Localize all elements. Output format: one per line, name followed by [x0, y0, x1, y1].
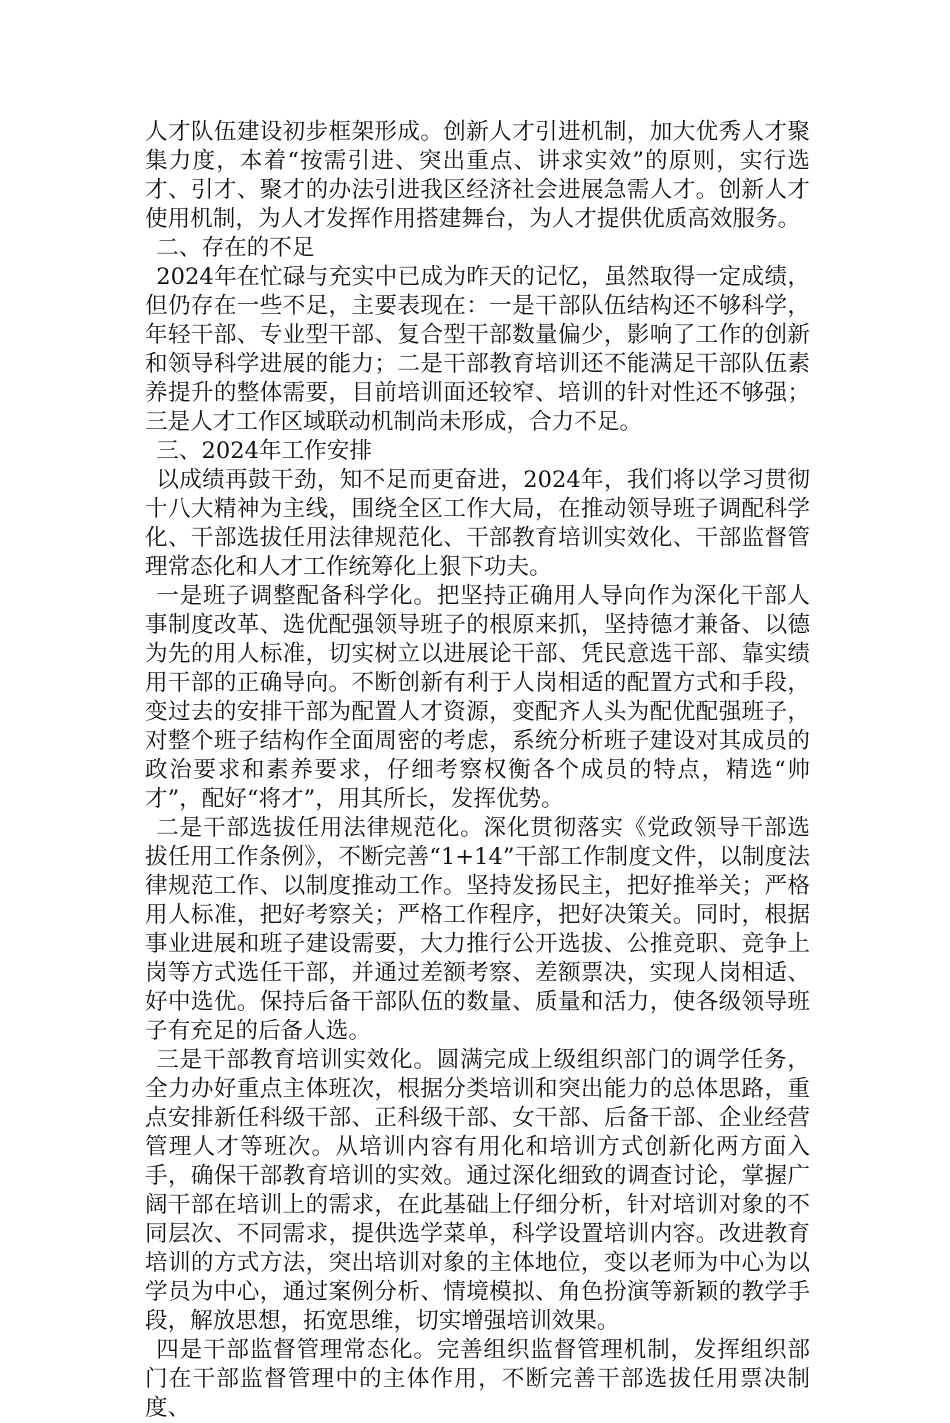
- paragraph-team-adjustment: 一是班子调整配备科学化。把坚持正确用人导向作为深化干部人事制度改革、选优配强领导班子的根原来抓，坚持德才兼备、以德为先的用人标准，切实树立以进展论干部、凭民意选干部、靠实绩用干部的正确导向。不断创新有利于人岗相适的配置方式和手段，变过去的安排干部为配置人才资源，变配齐人头为配优配强班子，对整个班子结构作全面周密的考虑，系统分析班子建设对其成员的政治要求和素养要求，仔细考察权衡各个成员的特点，精选“帅才”，配好“将才”，用其所长，发挥优势。: [145, 583, 810, 812]
- paragraph-cadre-training: 三是干部教育培训实效化。圆满完成上级组织部门的调学任务，全力办好重点主体班次，根据分类培训和突出能力的总体思路，重点安排新任科级干部、正科级干部、女干部、后备干部、企业经营管理人才等班次。从培训内容有用化和培训方式创新化两方面入手，确保干部教育培训的实效。通过深化细致的调查讨论，掌握广阔干部在培训上的需求，在此基础上仔细分析，针对培训对象的不同层次、不同需求，提供选学菜单，科学设置培训内容。改进教育培训的方式方法，突出培训对象的主体地位，变以老师为中心为以学员为中心，通过案例分析、情境模拟、角色扮演等新颖的教学手段，解放思想，拓宽思维，切实增强培训效果。: [145, 1047, 810, 1334]
- document-body: [145, 118, 810, 1423]
- section-heading-work-plan: 三、2024年工作安排: [156, 438, 372, 464]
- paragraph-shortcomings: 2024年在忙碌与充实中已成为昨天的记忆，虽然取得一定成绩，但仍存在一些不足，主要表现在：一是干部队伍结构还不够科学，年轻干部、专业型干部、复合型干部数量偏少，影响了工作的创新和领导科学进展的能力；二是干部教育培训还不能满足干部队伍素养提升的整体需要，目前培训面还较窄、培训的针对性还不够强；三是人才工作区域联动机制尚未形成，合力不足。: [145, 264, 810, 435]
- section-heading-shortcomings: 二、存在的不足: [156, 235, 315, 261]
- paragraph-cadre-supervision: 四是干部监督管理常态化。完善组织监督管理机制，发挥组织部门在干部监督管理中的主体作用，不断完善干部选拔任用票决制度、: [145, 1337, 810, 1421]
- paragraph-talent-framework: 人才队伍建设初步框架形成。创新人才引进机制，加大优秀人才聚集力度，本着“按需引进、突出重点、讲求实效”的原则，实行选才、引才、聚才的办法引进我区经济社会进展急需人才。创新人才使用机制，为人才发挥作用搭建舞台，为人才提供优质高效服务。: [145, 119, 810, 232]
- paragraph-cadre-selection: 二是干部选拔任用法律规范化。深化贯彻落实《党政领导干部选拔任用工作条例》，不断完善“1+14”干部工作制度文件，以制度法律规范工作、以制度推动工作。坚持发扬民主，把好推举关；严格用人标准，把好考察关；严格工作程序，把好决策关。同时，根据事业进展和班子建设需要，大力推行公开选拔、公推竞职、竞争上岗等方式选任干部，并通过差额考察、差额票决，实现人岗相适、好中选优。保持后备干部队伍的数量、质量和活力，使各级领导班子有充足的后备人选。: [145, 815, 810, 1044]
- paragraph-work-plan-intro: 以成绩再鼓干劲，知不足而更奋进，2024年，我们将以学习贯彻十八大精神为主线，围绕全区工作大局，在推动领导班子调配科学化、干部选拔任用法律规范化、干部教育培训实效化、干部监督管理常态化和人才工作统筹化上狠下功夫。: [145, 467, 810, 580]
